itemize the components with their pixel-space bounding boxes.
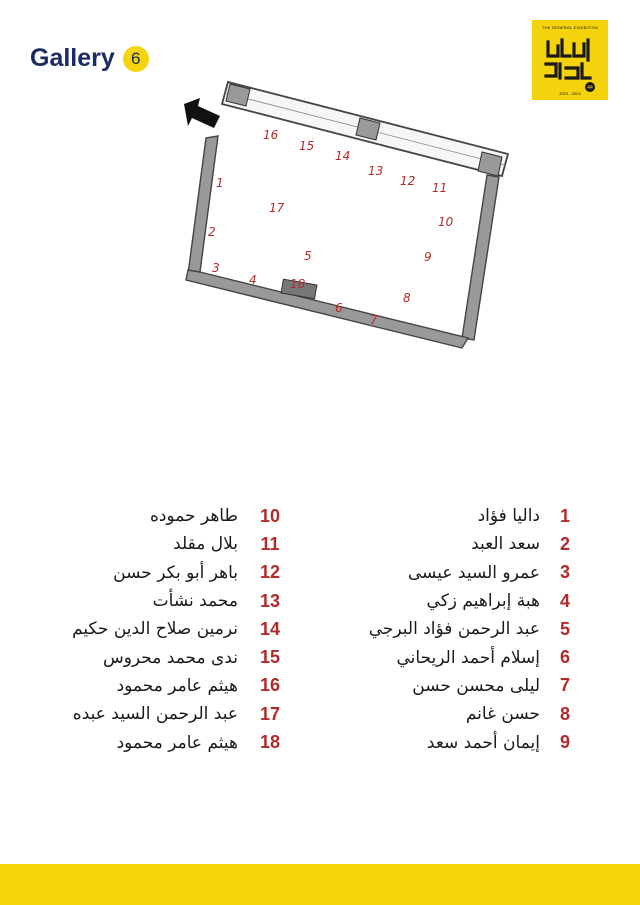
plan-label-14: 14 bbox=[335, 149, 351, 163]
artist-number: 6 bbox=[559, 647, 570, 668]
artist-name: عبد الرحمن فؤاد البرجي bbox=[368, 619, 540, 640]
list-item bbox=[330, 559, 580, 587]
artist-name: إسلام أحمد الريحاني bbox=[396, 647, 540, 668]
artist-name: إيمان أحمد سعد bbox=[426, 732, 540, 753]
list-item bbox=[20, 728, 288, 756]
artist-number: 4 bbox=[559, 590, 570, 611]
artist-number: 7 bbox=[559, 675, 570, 696]
artist-list-right bbox=[330, 502, 580, 757]
plan-label-8: 8 bbox=[403, 291, 411, 305]
list-item bbox=[330, 728, 580, 756]
artist-name: سعد العبد bbox=[471, 534, 540, 555]
artist-name: محمد نشأت bbox=[152, 591, 238, 612]
logo-number: 44 bbox=[587, 85, 593, 91]
gallery-title bbox=[30, 44, 149, 73]
plan-label-18: 18 bbox=[290, 277, 306, 291]
plan-label-10: 10 bbox=[438, 215, 454, 229]
gallery-word: Gallery bbox=[30, 44, 115, 72]
list-item bbox=[20, 615, 288, 643]
artist-name: نرمين صلاح الدين حكيم bbox=[72, 619, 238, 640]
list-item bbox=[20, 700, 288, 728]
artist-number: 16 bbox=[259, 675, 281, 696]
list-item bbox=[330, 700, 580, 728]
artist-name: ليلى محسن حسن bbox=[412, 675, 540, 696]
list-item bbox=[20, 587, 288, 615]
artist-number: 15 bbox=[259, 647, 281, 668]
artist-number: 14 bbox=[259, 618, 281, 639]
logo-calligraphy-mark bbox=[532, 20, 608, 100]
artist-name: باهر أبو بكر حسن bbox=[113, 562, 238, 583]
artist-name: بلال مقلد bbox=[173, 534, 238, 555]
artist-number: 13 bbox=[259, 590, 281, 611]
list-item bbox=[330, 502, 580, 530]
plan-label-3: 3 bbox=[212, 261, 220, 275]
artist-name: هبة إبراهيم زكي bbox=[426, 591, 540, 612]
plan-label-5: 5 bbox=[304, 249, 312, 263]
plan-label-11: 11 bbox=[432, 181, 448, 195]
artist-name: ندى محمد محروس bbox=[102, 647, 238, 668]
artist-name: هيثم عامر محمود bbox=[116, 732, 238, 753]
artist-number: 1 bbox=[559, 505, 570, 526]
plan-label-13: 13 bbox=[368, 164, 384, 178]
plan-label-17: 17 bbox=[269, 201, 285, 215]
artist-number: 5 bbox=[559, 618, 570, 639]
artist-number: 18 bbox=[259, 732, 281, 753]
plan-label-12: 12 bbox=[400, 174, 416, 188]
artist-name: عبد الرحمن السيد عبده bbox=[72, 704, 238, 725]
list-item bbox=[330, 643, 580, 671]
artist-name: هيثم عامر محمود bbox=[116, 675, 238, 696]
plan-label-16: 16 bbox=[263, 128, 279, 142]
floor-plan-pillar bbox=[478, 152, 502, 176]
list-item bbox=[20, 672, 288, 700]
gallery-number-badge: 6 bbox=[123, 46, 149, 72]
logo-bottom-text: 2023 - 2024 bbox=[559, 91, 581, 96]
floor-plan-bottom-wall bbox=[186, 270, 468, 348]
list-item bbox=[330, 615, 580, 643]
list-item bbox=[330, 672, 580, 700]
artist-number: 3 bbox=[559, 562, 570, 583]
list-item bbox=[20, 643, 288, 671]
plan-label-15: 15 bbox=[299, 139, 315, 153]
list-item bbox=[20, 502, 288, 530]
artist-number: 2 bbox=[559, 533, 570, 554]
list-item bbox=[330, 587, 580, 615]
artist-list-left bbox=[20, 502, 288, 757]
plan-label-7: 7 bbox=[370, 313, 378, 327]
artist-name: عمرو السيد عيسى bbox=[407, 562, 540, 583]
floor-plan-right-wall bbox=[462, 175, 499, 340]
artist-number: 8 bbox=[559, 703, 570, 724]
artist-name: داليا فؤاد bbox=[477, 506, 540, 527]
list-item bbox=[20, 559, 288, 587]
artist-number: 11 bbox=[260, 533, 280, 554]
floor-plan bbox=[170, 72, 515, 352]
logo-top-text: THE GENERAL EXHIBITION bbox=[541, 25, 599, 30]
list-item bbox=[20, 530, 288, 558]
artist-number: 17 bbox=[259, 703, 281, 724]
plan-label-6: 6 bbox=[335, 301, 343, 315]
list-item bbox=[330, 530, 580, 558]
footer-bar bbox=[0, 864, 640, 905]
exhibition-logo bbox=[532, 20, 608, 100]
arrow-icon bbox=[184, 98, 220, 128]
floor-plan-left-wall bbox=[188, 136, 218, 274]
artist-number: 10 bbox=[259, 505, 281, 526]
plan-label-2: 2 bbox=[208, 225, 216, 239]
artist-number: 12 bbox=[259, 562, 281, 583]
plan-label-4: 4 bbox=[249, 273, 257, 287]
artist-name: حسن غانم bbox=[465, 704, 540, 725]
plan-label-1: 1 bbox=[216, 176, 224, 190]
plan-label-9: 9 bbox=[424, 250, 432, 264]
artist-number: 9 bbox=[559, 732, 570, 753]
artist-name: طاهر حموده bbox=[149, 506, 238, 527]
